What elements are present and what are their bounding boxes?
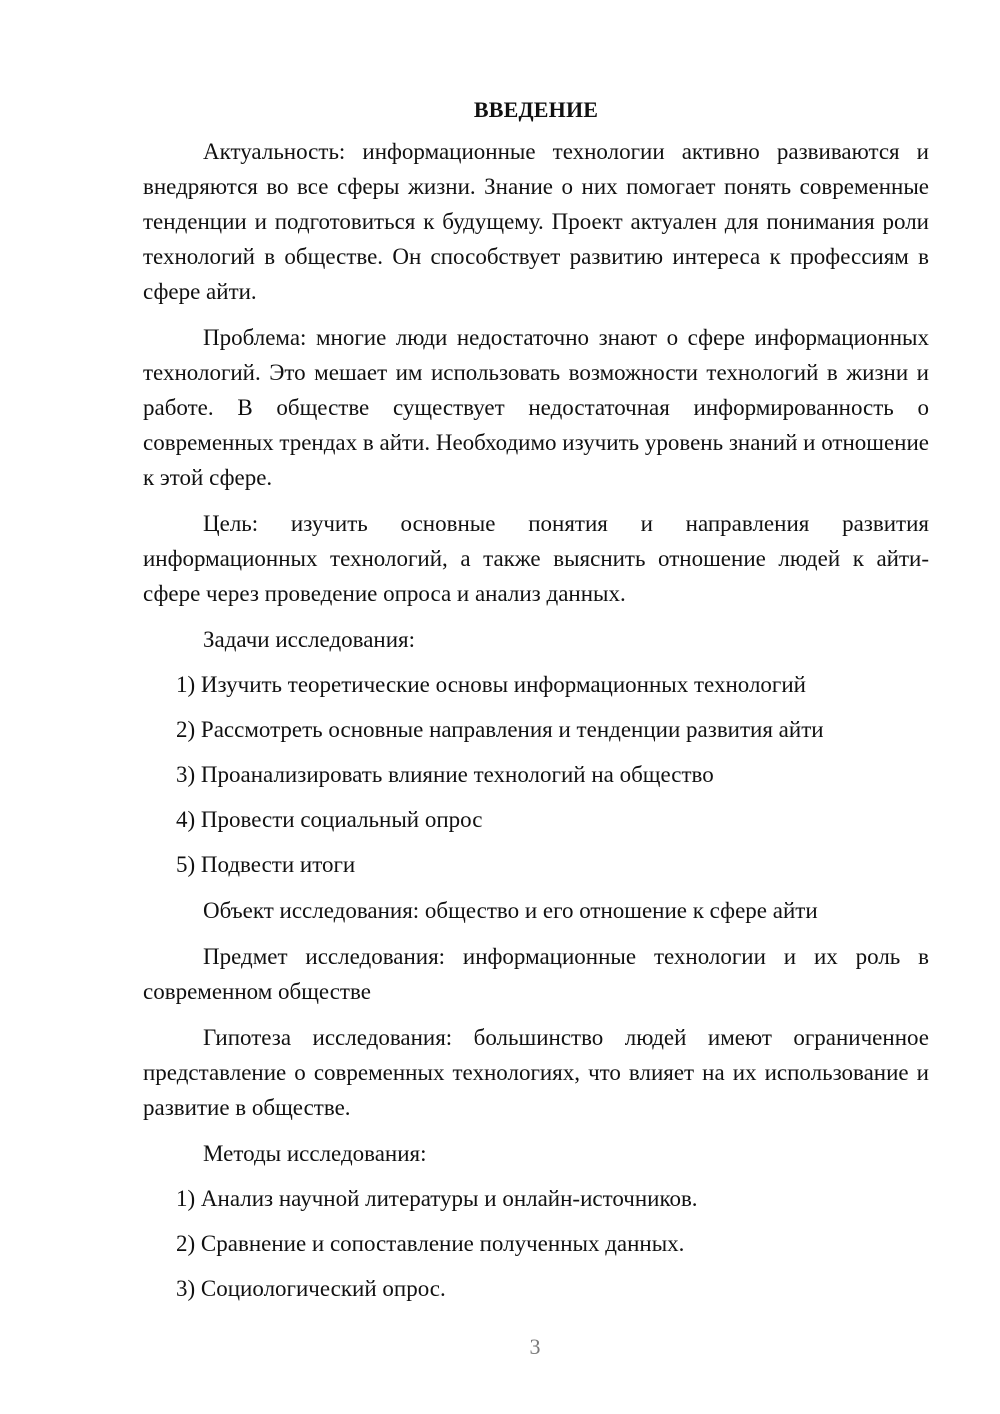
list-item: 3) Социологический опрос.: [176, 1276, 446, 1301]
tasks-list: [143, 667, 929, 882]
list-item: 2) Сравнение и сопоставление полученных данных.: [176, 1231, 685, 1256]
list-item: 5) Подвести итоги: [176, 852, 356, 877]
hypothesis-paragraph: Гипотеза исследования: большинство людей имеют ограниченное представление о современных технологиях, что влияет на их использование и развитие в обществе.: [143, 1025, 929, 1120]
goal-paragraph: Цель: изучить основные понятия и направления развития информационных технологий, а также выяснить отношение людей к айти-сфере через проведение опроса и анализ данных.: [143, 511, 929, 606]
problem-paragraph: Проблема: многие люди недостаточно знают о сфере информационных технологий. Это мешает им использовать возможности технологий в жизни и работе. В обществе существует недостаточная информированность о современных трендах в айти. Необходимо изучить уровень знаний и отношение к этой сфере.: [143, 325, 929, 490]
subject-paragraph: Предмет исследования: информационные технологии и их роль в современном обществе: [143, 944, 929, 1004]
list-item: 2) Рассмотреть основные направления и тенденции развития айти: [176, 717, 824, 742]
relevance-paragraph: Актуальность: информационные технологии активно развиваются и внедряются во все сферы жизни. Знание о них помогает понять современные тенденции и подготовиться к будущему. Проект актуален для понимания роли технологий в обществе. Он способствует развитию интереса к профессиям в сфере айти.: [143, 139, 929, 304]
methods-list: [143, 1181, 929, 1306]
list-item: 3) Проанализировать влияние технологий на общество: [176, 762, 714, 787]
object-paragraph: Объект исследования: общество и его отношение к сфере айти: [203, 898, 818, 923]
tasks-heading: Задачи исследования:: [203, 627, 416, 652]
list-item: 4) Провести социальный опрос: [176, 807, 483, 832]
page-title: ВВЕДЕНИЕ: [473, 97, 599, 122]
list-item: 1) Изучить теоретические основы информационных технологий: [176, 672, 806, 697]
page-number: 3: [529, 1334, 541, 1359]
page-content: [143, 92, 929, 1306]
list-item: 1) Анализ научной литературы и онлайн-источников.: [176, 1186, 698, 1211]
methods-heading: Методы исследования:: [203, 1141, 427, 1166]
